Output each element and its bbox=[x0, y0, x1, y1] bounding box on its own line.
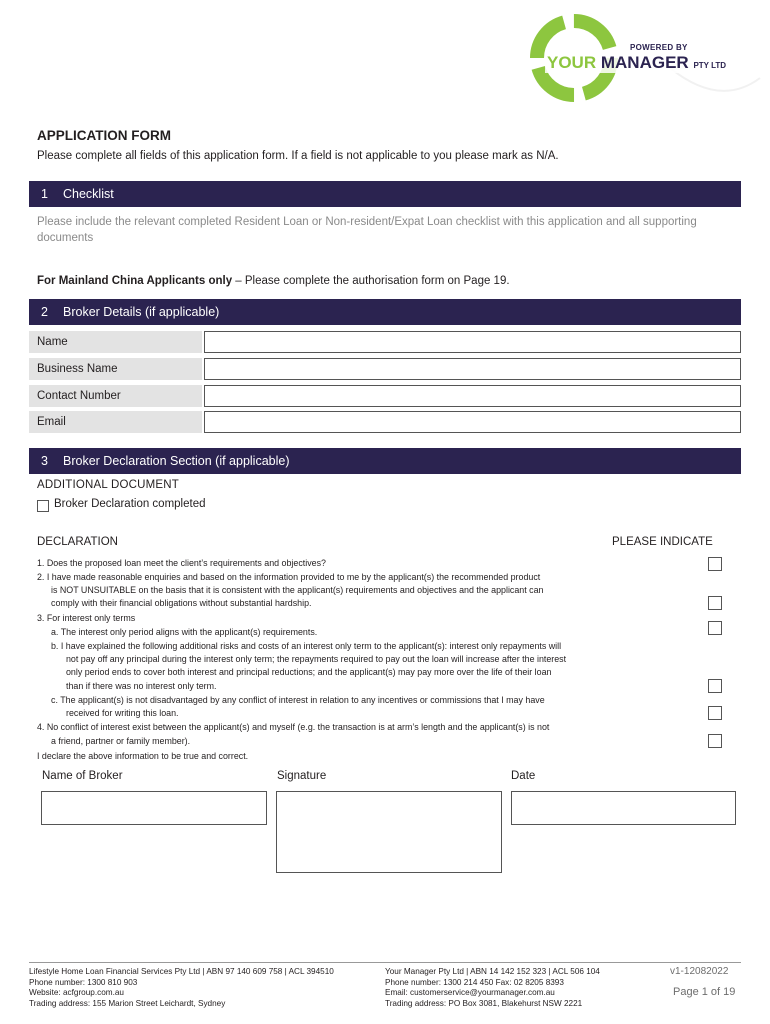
brand-your: YOUR bbox=[547, 53, 597, 72]
footer-left-line-2: Phone number: 1300 810 903 bbox=[29, 977, 138, 987]
indicate-checkbox-3b[interactable] bbox=[708, 679, 722, 693]
declaration-line-13: 4. No conflict of interest exist between the applicant(s) and myself (e.g. the transaction is at arm’s length and the applicant(s) is not bbox=[37, 722, 550, 732]
form-title: APPLICATION FORM bbox=[37, 128, 171, 143]
date-label: Date bbox=[511, 770, 536, 782]
section-3-title: Broker Declaration Section (if applicable) bbox=[63, 454, 290, 468]
version-number: v1-12082022 bbox=[670, 966, 729, 977]
mainland-bold: For Mainland China Applicants only bbox=[37, 275, 233, 287]
form-subtitle: Please complete all fields of this application form. If a field is not applicable to you please mark as N/A. bbox=[37, 150, 559, 162]
contact-number-label: Contact Number bbox=[29, 385, 202, 407]
declaration-line-3: is NOT UNSUITABLE on the basis that it is consistent with the applicant(s) requirements and objectives and the applicant can bbox=[51, 585, 544, 595]
your-manager-logo bbox=[520, 8, 765, 108]
brand-pty: PTY LTD bbox=[693, 61, 727, 70]
page-number: Page 1 of 19 bbox=[673, 986, 736, 998]
business-name-label: Business Name bbox=[29, 358, 202, 380]
name-of-broker-input[interactable] bbox=[41, 791, 267, 825]
brand-name bbox=[545, 53, 728, 73]
declaration-line-6: a. The interest only period aligns with the applicant(s) requirements. bbox=[51, 627, 318, 637]
declaration-line-5: 3. For interest only terms bbox=[37, 613, 136, 623]
footer-left bbox=[29, 967, 334, 1009]
footer-middle-line-3: Email: customerservice@yourmanager.com.au bbox=[385, 988, 555, 997]
indicate-checkbox-4[interactable] bbox=[708, 734, 722, 748]
section-1-number: 1 bbox=[41, 187, 48, 201]
declaration-line-8: not pay off any principal during the interest only term; the repayments required to pay out the loan will increase after the interest bbox=[66, 654, 567, 664]
email-label: Email bbox=[29, 411, 202, 433]
indicate-checkbox-1[interactable] bbox=[708, 557, 722, 571]
broker-declaration-checkbox-label: Broker Declaration completed bbox=[54, 498, 206, 510]
declaration-heading: DECLARATION bbox=[37, 536, 118, 548]
declaration-line-4: comply with their financial obligations without substantial hardship. bbox=[51, 598, 312, 608]
declaration-line-7: b. I have explained the following additional risks and costs of an interest only term to the applicant(s): interest only repayments will bbox=[51, 641, 562, 651]
broker-declaration-checkbox[interactable] bbox=[37, 500, 49, 512]
declaration-line-2: 2. I have made reasonable enquiries and based on the information provided to me by the applicant(s) the recommended product bbox=[37, 572, 541, 582]
please-indicate-heading: PLEASE INDICATE bbox=[612, 536, 713, 548]
indicate-checkbox-3a[interactable] bbox=[708, 621, 722, 635]
declaration-line-11: c. The applicant(s) is not disadvantaged by any conflict of interest in relation to any incentives or commissions that I may have bbox=[51, 695, 545, 705]
section-1-header bbox=[29, 181, 741, 207]
section-1-title: Checklist bbox=[63, 187, 114, 201]
additional-document-heading: ADDITIONAL DOCUMENT bbox=[37, 479, 180, 491]
section-2-header bbox=[29, 299, 741, 325]
brand-manager: MANAGER bbox=[600, 53, 689, 72]
signature-label: Signature bbox=[277, 770, 327, 782]
section-3-number: 3 bbox=[41, 454, 48, 468]
footer-divider bbox=[29, 962, 741, 963]
footer-middle-line-1: Your Manager Pty Ltd | ABN 14 142 152 323 | ACL 506 104 bbox=[385, 967, 600, 976]
footer-middle-line-4: Trading address: PO Box 3081, Blakehurst NSW 2221 bbox=[385, 998, 583, 1008]
name-of-broker-label: Name of Broker bbox=[42, 770, 123, 782]
date-input[interactable] bbox=[511, 791, 736, 825]
declaration-line-12: received for writing this loan. bbox=[66, 708, 179, 718]
mainland-rest: – Please complete the authorisation form on Page 19. bbox=[232, 275, 510, 287]
email-input[interactable] bbox=[204, 411, 741, 433]
declaration-line-1: 1. Does the proposed loan meet the client’s requirements and objectives? bbox=[37, 558, 326, 568]
declaration-line-9: only period ends to cover both interest and principal reductions; and the applicant(s) may pay more over the life of their loan bbox=[66, 667, 552, 677]
broker-name-input[interactable] bbox=[204, 331, 741, 353]
business-name-input[interactable] bbox=[204, 358, 741, 380]
footer-left-line-1: Lifestyle Home Loan Financial Services Pty Ltd | ABN 97 140 609 758 | ACL 394510 bbox=[29, 967, 334, 976]
footer-left-line-3: Website: acfgroup.com.au bbox=[29, 988, 124, 997]
declaration-confirm-line: I declare the above information to be true and correct. bbox=[37, 751, 249, 761]
footer-middle bbox=[385, 967, 600, 1009]
section-3-header bbox=[29, 448, 741, 474]
declaration-line-10: than if there was no interest only term. bbox=[66, 681, 217, 691]
section-2-number: 2 bbox=[41, 305, 48, 319]
declaration-line-14: a friend, partner or family member). bbox=[51, 736, 191, 746]
indicate-checkbox-2[interactable] bbox=[708, 596, 722, 610]
section-2-title: Broker Details (if applicable) bbox=[63, 305, 220, 319]
checklist-instructions: Please include the relevant completed Resident Loan or Non-resident/Expat Loan checklist with this application and all supporting documents bbox=[37, 216, 697, 244]
signature-input[interactable] bbox=[276, 791, 502, 873]
footer-left-line-4: Trading address: 155 Marion Street Leichardt, Sydney bbox=[29, 998, 226, 1008]
footer-middle-line-2: Phone number: 1300 214 450 Fax: 02 8205 8393 bbox=[385, 977, 564, 987]
mainland-china-note bbox=[37, 275, 510, 287]
indicate-checkbox-3c[interactable] bbox=[708, 706, 722, 720]
broker-name-label: Name bbox=[29, 331, 202, 353]
contact-number-input[interactable] bbox=[204, 385, 741, 407]
powered-by-text: POWERED BY bbox=[630, 43, 688, 52]
